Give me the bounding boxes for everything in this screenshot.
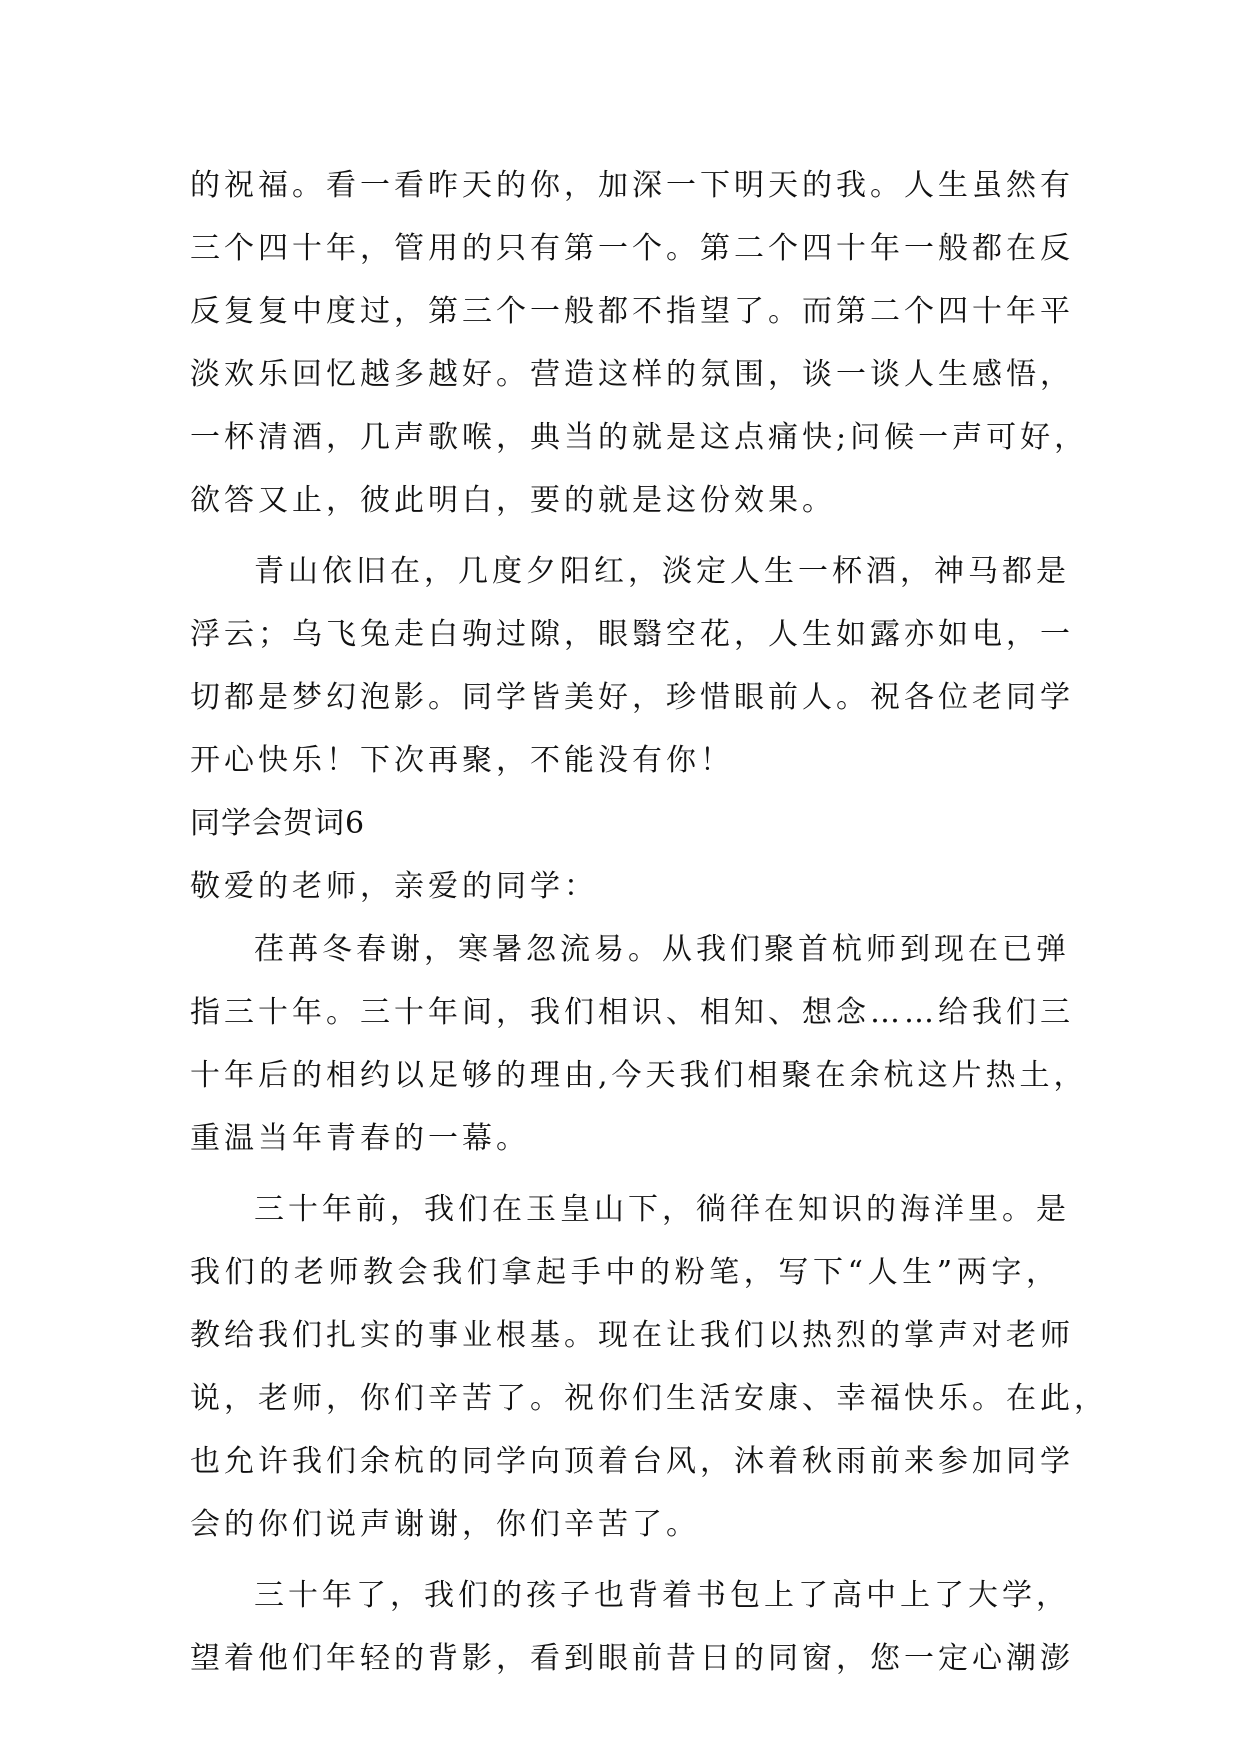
text-line: 三十年前，我们在玉皇山下，徜徉在知识的海洋里。是 [254,1192,1070,1227]
text-line: 欲答又止，彼此明白，要的就是这份效果。 [190,483,836,518]
text-line: 重温当年青春的一幕。 [190,1121,530,1156]
text-line: 荏苒冬春谢，寒暑忽流易。从我们聚首杭师到现在已弹 [254,932,1070,967]
salutation: 敬爱的老师，亲爱的同学： [190,869,598,904]
text-line: 也允许我们余杭的同学向顶着台风，沐着秋雨前来参加同学 [190,1444,1074,1479]
text-line: 说，老师，你们辛苦了。祝你们生活安康、幸福快乐。在此， [190,1381,1108,1416]
section-heading: 同学会贺词6 [190,806,366,841]
document-page [190,154,1108,1690]
text-line: 淡欢乐回忆越多越好。营造这样的氛围，谈一谈人生感悟， [190,357,1074,392]
text-line: 教给我们扎实的事业根基。现在让我们以热烈的掌声对老师 [190,1318,1074,1353]
text-line: 青山依旧在，几度夕阳红，淡定人生一杯酒，神马都是 [254,554,1070,589]
text-line: 的祝福。看一看昨天的你，加深一下明天的我。人生虽然有 [190,168,1074,203]
text-line: 三十年了，我们的孩子也背着书包上了高中上了大学， [254,1578,1070,1613]
text-line: 开心快乐！下次再聚，不能没有你！ [190,743,734,778]
text-line: 浮云；乌飞兔走白驹过隙，眼翳空花，人生如露亦如电，一 [190,617,1074,652]
text-line: 望着他们年轻的背影，看到眼前昔日的同窗，您一定心潮澎 [190,1641,1074,1676]
text-line: 一杯清酒，几声歌喉，典当的就是这点痛快;问候一声可好， [190,420,1089,455]
text-line: 反复复中度过，第三个一般都不指望了。而第二个四十年平 [190,294,1074,329]
text-line: 十年后的相约以足够的理由,今天我们相聚在余杭这片热土， [190,1058,1088,1093]
text-line: 会的你们说声谢谢，你们辛苦了。 [190,1507,700,1542]
text-line: 切都是梦幻泡影。同学皆美好，珍惜眼前人。祝各位老同学 [190,680,1074,715]
text-line: 三个四十年，管用的只有第一个。第二个四十年一般都在反 [190,231,1074,266]
text-line: 我们的老师教会我们拿起手中的粉笔，写下“人生”两字， [190,1255,1060,1290]
text-line: 指三十年。三十年间，我们相识、相知、想念……给我们三 [190,995,1074,1030]
